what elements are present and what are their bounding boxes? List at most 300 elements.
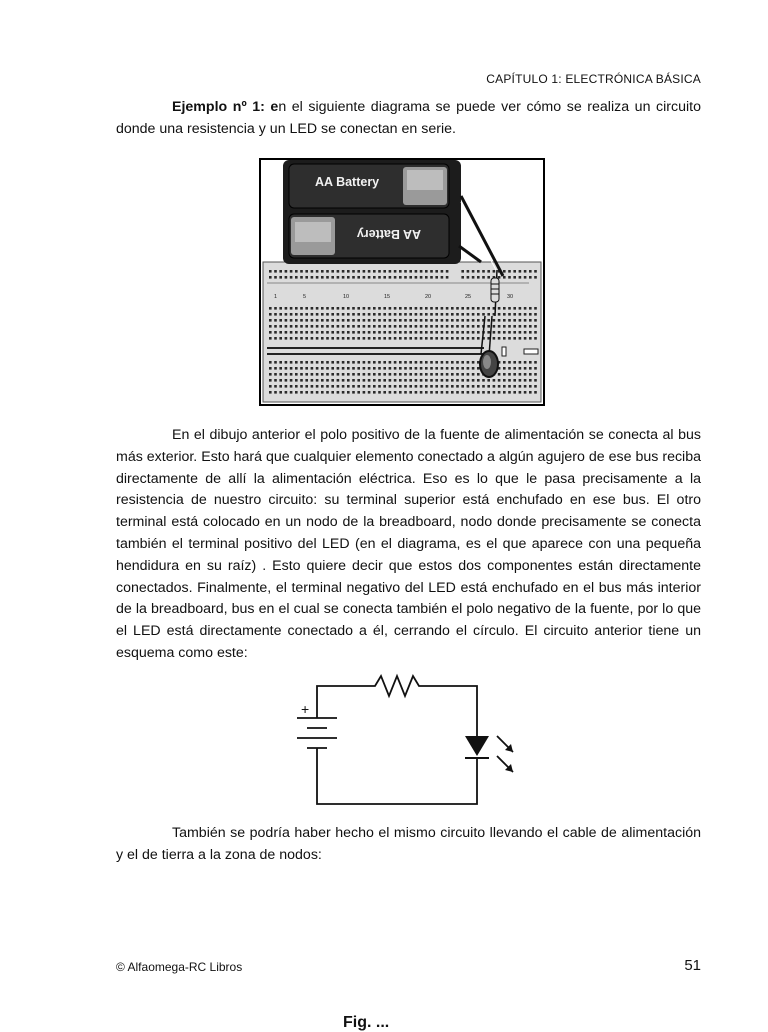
breadboard-hole bbox=[269, 319, 272, 322]
breadboard-hole bbox=[508, 367, 511, 370]
breadboard-hole bbox=[389, 337, 392, 340]
breadboard-hole bbox=[435, 325, 438, 328]
breadboard-hole bbox=[503, 313, 506, 316]
breadboard-hole bbox=[493, 391, 496, 394]
breadboard-hole bbox=[305, 276, 308, 279]
breadboard-hole bbox=[352, 319, 355, 322]
breadboard-hole bbox=[498, 331, 501, 334]
breadboard-hole bbox=[373, 270, 376, 273]
breadboard-hole bbox=[326, 367, 329, 370]
breadboard-hole bbox=[529, 367, 532, 370]
breadboard-hole bbox=[435, 313, 438, 316]
breadboard-hole bbox=[295, 373, 298, 376]
breadboard-hole bbox=[461, 385, 464, 388]
breadboard-hole bbox=[295, 385, 298, 388]
breadboard-hole bbox=[487, 276, 490, 279]
breadboard-hole bbox=[368, 361, 371, 364]
breadboard-hole bbox=[513, 319, 516, 322]
breadboard-hole bbox=[534, 391, 537, 394]
breadboard-hole bbox=[363, 361, 366, 364]
breadboard-hole bbox=[342, 391, 345, 394]
breadboard-hole bbox=[300, 276, 303, 279]
breadboard-hole bbox=[363, 325, 366, 328]
breadboard-hole bbox=[524, 385, 527, 388]
breadboard-hole bbox=[378, 270, 381, 273]
breadboard-hole bbox=[534, 313, 537, 316]
breadboard-hole bbox=[290, 385, 293, 388]
breadboard-hole bbox=[331, 319, 334, 322]
breadboard-hole bbox=[524, 319, 527, 322]
breadboard-hole bbox=[435, 307, 438, 310]
breadboard-hole bbox=[404, 325, 407, 328]
breadboard-hole bbox=[347, 391, 350, 394]
breadboard-hole bbox=[305, 379, 308, 382]
breadboard-hole bbox=[373, 313, 376, 316]
breadboard-hole bbox=[498, 373, 501, 376]
breadboard-hole bbox=[503, 373, 506, 376]
breadboard-hole bbox=[409, 385, 412, 388]
breadboard-hole bbox=[461, 313, 464, 316]
breadboard-hole bbox=[347, 337, 350, 340]
breadboard-hole bbox=[534, 331, 537, 334]
breadboard-hole bbox=[477, 325, 480, 328]
breadboard-hole bbox=[409, 270, 412, 273]
breadboard-hole bbox=[409, 373, 412, 376]
breadboard-hole bbox=[415, 373, 418, 376]
breadboard-hole bbox=[316, 270, 319, 273]
breadboard-hole bbox=[409, 391, 412, 394]
breadboard-hole bbox=[446, 313, 449, 316]
breadboard-hole bbox=[295, 379, 298, 382]
breadboard-hole bbox=[295, 307, 298, 310]
breadboard-hole bbox=[269, 313, 272, 316]
breadboard-hole bbox=[357, 379, 360, 382]
breadboard-hole bbox=[503, 367, 506, 370]
breadboard-hole bbox=[487, 319, 490, 322]
breadboard-hole bbox=[472, 270, 475, 273]
breadboard-hole bbox=[415, 270, 418, 273]
breadboard-hole bbox=[409, 307, 412, 310]
breadboard-hole bbox=[295, 361, 298, 364]
breadboard-hole bbox=[399, 337, 402, 340]
breadboard-hole bbox=[399, 391, 402, 394]
breadboard-hole bbox=[305, 367, 308, 370]
example-paragraph bbox=[116, 97, 701, 141]
breadboard-hole bbox=[352, 276, 355, 279]
breadboard-hole bbox=[316, 325, 319, 328]
breadboard-hole bbox=[279, 307, 282, 310]
breadboard-hole bbox=[311, 373, 314, 376]
breadboard-hole bbox=[399, 385, 402, 388]
breadboard-hole bbox=[363, 385, 366, 388]
breadboard-hole bbox=[342, 331, 345, 334]
breadboard-hole bbox=[425, 307, 428, 310]
breadboard-hole bbox=[363, 391, 366, 394]
breadboard-hole bbox=[534, 276, 537, 279]
breadboard-hole bbox=[295, 313, 298, 316]
breadboard-hole bbox=[368, 391, 371, 394]
breadboard-hole bbox=[461, 367, 464, 370]
breadboard-hole bbox=[347, 325, 350, 328]
breadboard-hole bbox=[461, 325, 464, 328]
breadboard-hole bbox=[383, 276, 386, 279]
breadboard-hole bbox=[290, 319, 293, 322]
breadboard-hole bbox=[435, 361, 438, 364]
breadboard-hole bbox=[430, 270, 433, 273]
breadboard-hole bbox=[326, 270, 329, 273]
breadboard-hole bbox=[399, 379, 402, 382]
breadboard-hole bbox=[316, 313, 319, 316]
breadboard-hole bbox=[383, 270, 386, 273]
breadboard-hole bbox=[409, 325, 412, 328]
breadboard-hole bbox=[451, 325, 454, 328]
breadboard-hole bbox=[524, 373, 527, 376]
breadboard-hole bbox=[357, 319, 360, 322]
breadboard-hole bbox=[337, 361, 340, 364]
battery-top-label: AA Battery bbox=[315, 175, 380, 189]
breadboard-hole bbox=[461, 331, 464, 334]
breadboard-hole bbox=[279, 319, 282, 322]
breadboard-hole bbox=[326, 391, 329, 394]
breadboard-hole bbox=[441, 276, 444, 279]
breadboard-hole bbox=[347, 361, 350, 364]
breadboard-hole bbox=[373, 373, 376, 376]
breadboard-hole bbox=[420, 367, 423, 370]
breadboard-hole bbox=[363, 367, 366, 370]
breadboard-hole bbox=[493, 379, 496, 382]
breadboard-hole bbox=[378, 367, 381, 370]
breadboard-hole bbox=[503, 361, 506, 364]
breadboard-hole bbox=[357, 361, 360, 364]
breadboard-hole bbox=[415, 319, 418, 322]
breadboard-hole bbox=[383, 385, 386, 388]
breadboard-hole bbox=[311, 379, 314, 382]
breadboard-hole bbox=[394, 379, 397, 382]
breadboard-hole bbox=[357, 307, 360, 310]
breadboard-hole bbox=[425, 319, 428, 322]
breadboard-hole bbox=[305, 373, 308, 376]
column-number: 10 bbox=[343, 294, 350, 300]
breadboard-hole bbox=[300, 379, 303, 382]
breadboard-hole bbox=[300, 373, 303, 376]
breadboard-hole bbox=[316, 319, 319, 322]
breadboard-hole bbox=[326, 373, 329, 376]
breadboard-hole bbox=[435, 270, 438, 273]
breadboard-hole bbox=[415, 385, 418, 388]
breadboard-hole bbox=[519, 270, 522, 273]
breadboard-hole bbox=[321, 307, 324, 310]
breadboard-hole bbox=[321, 361, 324, 364]
breadboard-hole bbox=[295, 325, 298, 328]
breadboard-hole bbox=[467, 319, 470, 322]
breadboard-hole bbox=[415, 325, 418, 328]
breadboard-hole bbox=[269, 385, 272, 388]
breadboard-hole bbox=[508, 331, 511, 334]
breadboard-hole bbox=[368, 367, 371, 370]
explanation-paragraph: En el dibujo anterior el polo positivo de la fuente de alimentación se conecta al bus más exterior. Esto hará que cualquier elemento conectado a algún agujero de ese bus reciba directamente de allí la alimentación eléctrica. Eso es lo que le pasa precisamente a la resistencia de nuestro circuito: su terminal superior está enchufado en ese bus. El otro terminal está colocado en un nodo de la breadboard, nodo donde precisamente se conecta también el terminal positivo del LED (en el diagrama, es el que aparece con una pequeña hendidura en su raíz) . Esto quiere decir que estos dos componentes están directamente conectados. Finalmente, el terminal negativo del LED está enchufado en el bus más interior de la breadboard, bus en el cual se conecta también el polo negativo de la fuente, por lo que el LED está directamente conectado a él, cerrando el círculo. El circuito anterior tiene un esquema como este: bbox=[116, 427, 701, 661]
breadboard-hole bbox=[347, 373, 350, 376]
breadboard-hole bbox=[534, 319, 537, 322]
breadboard-hole bbox=[352, 391, 355, 394]
breadboard-hole bbox=[482, 276, 485, 279]
breadboard-hole bbox=[347, 313, 350, 316]
breadboard-hole bbox=[456, 325, 459, 328]
breadboard-hole bbox=[513, 379, 516, 382]
breadboard-hole bbox=[487, 270, 490, 273]
breadboard-hole bbox=[368, 337, 371, 340]
breadboard-hole bbox=[508, 325, 511, 328]
breadboard-hole bbox=[524, 307, 527, 310]
breadboard-hole bbox=[519, 319, 522, 322]
breadboard-hole bbox=[363, 307, 366, 310]
breadboard-hole bbox=[461, 361, 464, 364]
breadboard-hole bbox=[534, 337, 537, 340]
breadboard-hole bbox=[508, 313, 511, 316]
breadboard-hole bbox=[331, 385, 334, 388]
breadboard-hole bbox=[311, 367, 314, 370]
breadboard-hole bbox=[404, 307, 407, 310]
breadboard-hole bbox=[378, 307, 381, 310]
breadboard-hole bbox=[383, 325, 386, 328]
breadboard-hole bbox=[467, 379, 470, 382]
breadboard-hole bbox=[524, 331, 527, 334]
breadboard-hole bbox=[373, 337, 376, 340]
breadboard-hole bbox=[352, 325, 355, 328]
breadboard-hole bbox=[441, 379, 444, 382]
breadboard-hole bbox=[451, 367, 454, 370]
breadboard-hole bbox=[472, 391, 475, 394]
breadboard-hole bbox=[534, 325, 537, 328]
breadboard-hole bbox=[399, 270, 402, 273]
breadboard-hole bbox=[269, 361, 272, 364]
breadboard-hole bbox=[430, 331, 433, 334]
breadboard-hole bbox=[519, 379, 522, 382]
breadboard-hole bbox=[477, 391, 480, 394]
breadboard-hole bbox=[420, 331, 423, 334]
breadboard-hole bbox=[435, 319, 438, 322]
breadboard-hole bbox=[347, 319, 350, 322]
breadboard-hole bbox=[524, 379, 527, 382]
breadboard-hole bbox=[279, 367, 282, 370]
breadboard-hole bbox=[373, 385, 376, 388]
breadboard-hole bbox=[404, 391, 407, 394]
breadboard-hole bbox=[477, 385, 480, 388]
breadboard-hole bbox=[331, 307, 334, 310]
breadboard-hole bbox=[300, 361, 303, 364]
breadboard-hole bbox=[337, 337, 340, 340]
breadboard-hole bbox=[513, 331, 516, 334]
breadboard-hole bbox=[498, 379, 501, 382]
breadboard-hole bbox=[529, 325, 532, 328]
breadboard-hole bbox=[519, 325, 522, 328]
breadboard-hole bbox=[519, 307, 522, 310]
breadboard-hole bbox=[430, 313, 433, 316]
breadboard-hole bbox=[461, 337, 464, 340]
breadboard-hole bbox=[467, 391, 470, 394]
breadboard-hole bbox=[383, 361, 386, 364]
breadboard-hole bbox=[482, 379, 485, 382]
breadboard-hole bbox=[461, 373, 464, 376]
breadboard-hole bbox=[279, 325, 282, 328]
breadboard-hole bbox=[409, 331, 412, 334]
breadboard-hole bbox=[513, 373, 516, 376]
breadboard-hole bbox=[519, 276, 522, 279]
breadboard-hole bbox=[290, 276, 293, 279]
breadboard-hole bbox=[534, 373, 537, 376]
breadboard-hole bbox=[456, 361, 459, 364]
breadboard-hole bbox=[290, 367, 293, 370]
breadboard-hole bbox=[290, 307, 293, 310]
breadboard-hole bbox=[487, 385, 490, 388]
breadboard-hole bbox=[529, 270, 532, 273]
breadboard-hole bbox=[274, 270, 277, 273]
breadboard-hole bbox=[300, 385, 303, 388]
breadboard-hole bbox=[337, 367, 340, 370]
breadboard-hole bbox=[477, 276, 480, 279]
breadboard-hole bbox=[279, 270, 282, 273]
breadboard-hole bbox=[394, 325, 397, 328]
breadboard-hole bbox=[461, 319, 464, 322]
copyright-footer: © Alfaomega-RC Libros bbox=[116, 960, 243, 974]
breadboard-hole bbox=[285, 319, 288, 322]
breadboard-hole bbox=[493, 325, 496, 328]
breadboard-hole bbox=[342, 270, 345, 273]
breadboard-hole bbox=[305, 325, 308, 328]
breadboard-hole bbox=[420, 325, 423, 328]
breadboard-hole bbox=[326, 319, 329, 322]
breadboard-hole bbox=[399, 361, 402, 364]
breadboard-hole bbox=[383, 367, 386, 370]
breadboard-hole bbox=[503, 270, 506, 273]
breadboard-hole bbox=[404, 385, 407, 388]
breadboard-hole bbox=[461, 276, 464, 279]
breadboard-hole bbox=[461, 307, 464, 310]
breadboard-hole bbox=[352, 361, 355, 364]
breadboard-hole bbox=[534, 307, 537, 310]
breadboard-hole bbox=[451, 373, 454, 376]
breadboard-hole bbox=[352, 385, 355, 388]
breadboard-hole bbox=[311, 385, 314, 388]
breadboard-hole bbox=[493, 319, 496, 322]
breadboard-hole bbox=[498, 337, 501, 340]
breadboard-hole bbox=[389, 276, 392, 279]
breadboard-hole bbox=[467, 276, 470, 279]
breadboard-hole bbox=[446, 391, 449, 394]
breadboard-hole bbox=[363, 379, 366, 382]
example-text: n el siguiente diagrama se puede ver cómo se realiza un circuito donde una resistencia y un LED se conectan en serie. bbox=[116, 99, 701, 137]
breadboard-hole bbox=[524, 270, 527, 273]
breadboard-hole bbox=[456, 319, 459, 322]
column-number: 20 bbox=[425, 294, 432, 300]
breadboard-hole bbox=[300, 270, 303, 273]
plus-sign: + bbox=[301, 701, 310, 717]
breadboard-hole bbox=[456, 379, 459, 382]
breadboard-hole bbox=[472, 385, 475, 388]
breadboard-hole bbox=[498, 307, 501, 310]
breadboard-hole bbox=[420, 391, 423, 394]
breadboard-hole bbox=[389, 325, 392, 328]
breadboard-hole bbox=[508, 276, 511, 279]
breadboard-hole bbox=[435, 391, 438, 394]
breadboard-hole bbox=[269, 331, 272, 334]
breadboard-hole bbox=[415, 337, 418, 340]
breadboard-hole bbox=[321, 373, 324, 376]
page-number: 51 bbox=[684, 957, 701, 974]
breadboard-hole bbox=[477, 367, 480, 370]
breadboard-hole bbox=[295, 319, 298, 322]
breadboard-hole bbox=[503, 391, 506, 394]
breadboard-hole bbox=[404, 270, 407, 273]
breadboard-hole bbox=[503, 385, 506, 388]
breadboard-hole bbox=[487, 391, 490, 394]
breadboard-hole bbox=[534, 385, 537, 388]
breadboard-hole bbox=[305, 307, 308, 310]
breadboard-hole bbox=[430, 373, 433, 376]
breadboard-hole bbox=[305, 361, 308, 364]
breadboard-hole bbox=[311, 319, 314, 322]
battery-bottom-label: AA Battery bbox=[356, 227, 421, 241]
breadboard-hole bbox=[373, 331, 376, 334]
breadboard-hole bbox=[519, 337, 522, 340]
breadboard-hole bbox=[487, 313, 490, 316]
circuit-schematic bbox=[291, 672, 523, 812]
breadboard-hole bbox=[378, 319, 381, 322]
breadboard-hole bbox=[482, 385, 485, 388]
breadboard-hole bbox=[446, 373, 449, 376]
breadboard-hole bbox=[363, 319, 366, 322]
breadboard-hole bbox=[331, 313, 334, 316]
breadboard-hole bbox=[368, 307, 371, 310]
breadboard-hole bbox=[456, 367, 459, 370]
breadboard-hole bbox=[368, 379, 371, 382]
breadboard-hole bbox=[269, 373, 272, 376]
breadboard-hole bbox=[404, 319, 407, 322]
breadboard-hole bbox=[519, 385, 522, 388]
breadboard-hole bbox=[446, 270, 449, 273]
breadboard-hole bbox=[295, 276, 298, 279]
breadboard-hole bbox=[430, 307, 433, 310]
breadboard-hole bbox=[383, 307, 386, 310]
breadboard-hole bbox=[482, 270, 485, 273]
breadboard-hole bbox=[394, 337, 397, 340]
breadboard-hole bbox=[337, 313, 340, 316]
breadboard-hole bbox=[285, 331, 288, 334]
breadboard-hole bbox=[482, 391, 485, 394]
breadboard-hole bbox=[269, 276, 272, 279]
breadboard-hole bbox=[285, 337, 288, 340]
breadboard-hole bbox=[342, 367, 345, 370]
breadboard-hole bbox=[513, 270, 516, 273]
breadboard-hole bbox=[326, 337, 329, 340]
breadboard-hole bbox=[285, 307, 288, 310]
breadboard-hole bbox=[441, 331, 444, 334]
breadboard-hole bbox=[342, 313, 345, 316]
breadboard-hole bbox=[425, 361, 428, 364]
breadboard-hole bbox=[529, 361, 532, 364]
breadboard-hole bbox=[295, 367, 298, 370]
breadboard-hole bbox=[482, 307, 485, 310]
breadboard-hole bbox=[441, 270, 444, 273]
breadboard-hole bbox=[305, 270, 308, 273]
breadboard-hole bbox=[269, 337, 272, 340]
breadboard-hole bbox=[503, 331, 506, 334]
breadboard-hole bbox=[279, 313, 282, 316]
breadboard-hole bbox=[446, 325, 449, 328]
breadboard-hole bbox=[498, 313, 501, 316]
breadboard-hole bbox=[373, 276, 376, 279]
breadboard-hole bbox=[513, 337, 516, 340]
breadboard-hole bbox=[363, 270, 366, 273]
